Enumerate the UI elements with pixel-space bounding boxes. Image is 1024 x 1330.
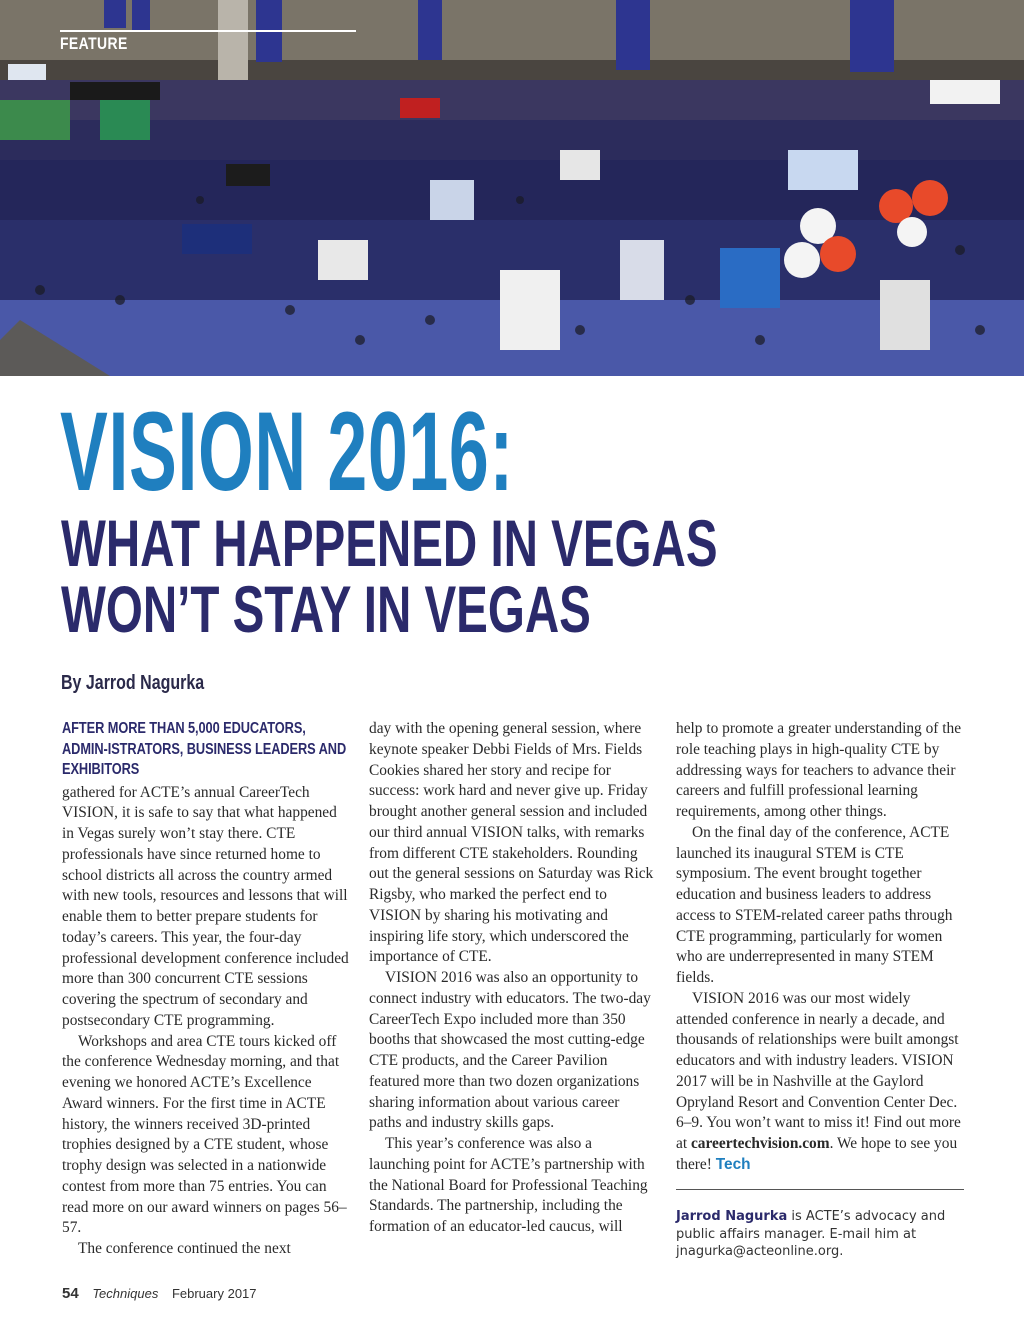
subheadline-line-1: WHAT HAPPENED IN VEGAS [61, 506, 718, 580]
section-label: FEATURE [60, 34, 128, 53]
article-column-2 [369, 719, 654, 1238]
headline: VISION 2016: [60, 389, 514, 514]
paragraph-7-text: VISION 2016 was our most widely attended conference in nearly a decade, and thousands of relationships were built amongst educators and with industry leaders. VISION 2017 will be in Nashville at the Gaylord Opryland Resort and Convention Center Dec. 6–9. You won’t want to miss it! Find out more at [676, 989, 961, 1152]
magazine-name: Techniques [92, 1286, 159, 1301]
byline: By Jarrod Nagurka [61, 672, 205, 694]
lead-in: AFTER MORE THAN 5,000 EDUCATORS, ADMIN-ISTRATORS, BUSINESS LEADERS AND EXHIBITORS [62, 720, 347, 778]
article-column-1 [62, 719, 352, 1260]
paragraph-3-continued: day with the opening general session, where keynote speaker Debbi Fields of Mrs. Fields Cookies shared her story and recipe for success: work hard and never give up. Friday brought another general session and included our third annual VISION talks, with remarks from different CTE stakeholders. Rounding out the general sessions on Saturday was Rick Rigsby, who marked the perfect end to VISION by sharing his motivating and inspiring life story, which underscored the importance of CTE. [369, 720, 654, 966]
paragraph-6: On the final day of the conference, ACTE launched its inaugural STEM is CTE symposium. The event brought together education and business leaders to address access to STEM-related career paths through CTE programming, particularly for women who are underrepresented in many STEM fields. [676, 823, 953, 986]
bio-divider [676, 1189, 964, 1190]
bio-author-name: Jarrod Nagurka [676, 1209, 788, 1224]
paragraph-3-start: The conference continued the next [78, 1240, 291, 1257]
page-footer [62, 1285, 257, 1302]
paragraph-2: Workshops and area CTE tours kicked off the conference Wednesday morning, and that evening we honored ACTE’s Excellence Award winners. For the first time in ACTE history, the winners received 3D-printed trophies designed by a CTE student, whose trophy design was selected in a nationwide contest from more than 75 entries. You can read more on our award winners on pages 56–57. [62, 1032, 347, 1237]
author-bio [676, 1208, 966, 1261]
subheadline [61, 506, 718, 646]
expo-hall-illustration [0, 0, 1024, 376]
article-column-3 [676, 719, 966, 1176]
hero-photo [0, 0, 1024, 376]
paragraph-1: gathered for ACTE’s annual CareerTech VISION, it is safe to say that what happened in Vegas surely won’t stay there. CTE professionals have since returned home to school districts all across the country armed with new tools, resources and lessons that will enable them to better prepare students for today’s careers. This year, the four-day professional development conference included more than 300 concurrent CTE sessions covering the spectrum of secondary and postsecondary CTE programming. [62, 783, 349, 1029]
end-mark: Tech [715, 1155, 751, 1173]
subheadline-line-2: WON’T STAY IN VEGAS [61, 572, 591, 646]
paragraph-5-continued: help to promote a greater understanding of the role teaching plays in high-quality CTE by addressing ways for teachers to advance their careers and fulfill professional learning requirements, among other things. [676, 720, 962, 820]
page-number: 54 [62, 1285, 79, 1302]
issue-date: February 2017 [171, 1286, 257, 1301]
bio-text: is ACTE’s advocacy and public affairs manager. E-mail him at jnagurka@acteonline.org. [676, 1209, 946, 1259]
website-link[interactable]: careertechvision.com [690, 1135, 830, 1152]
paragraph-7 [676, 989, 966, 1176]
paragraph-5-start: This year’s conference was also a launching point for ACTE’s partnership with the National Board for Professional Teaching Standards. The partnership, including the formation of an educator-led caucus, will [369, 1135, 648, 1235]
paragraph-4: VISION 2016 was also an opportunity to connect industry with educators. The two-day CareerTech Expo included more than 350 booths that showcased the most cutting-edge CTE products, and the Career Pavilion featured more than two dozen organizations sharing information about various career paths and industry skills gaps. [369, 969, 651, 1132]
paragraph-7-end: . We hope to see you there! [676, 1135, 958, 1173]
feature-rule [60, 30, 356, 32]
